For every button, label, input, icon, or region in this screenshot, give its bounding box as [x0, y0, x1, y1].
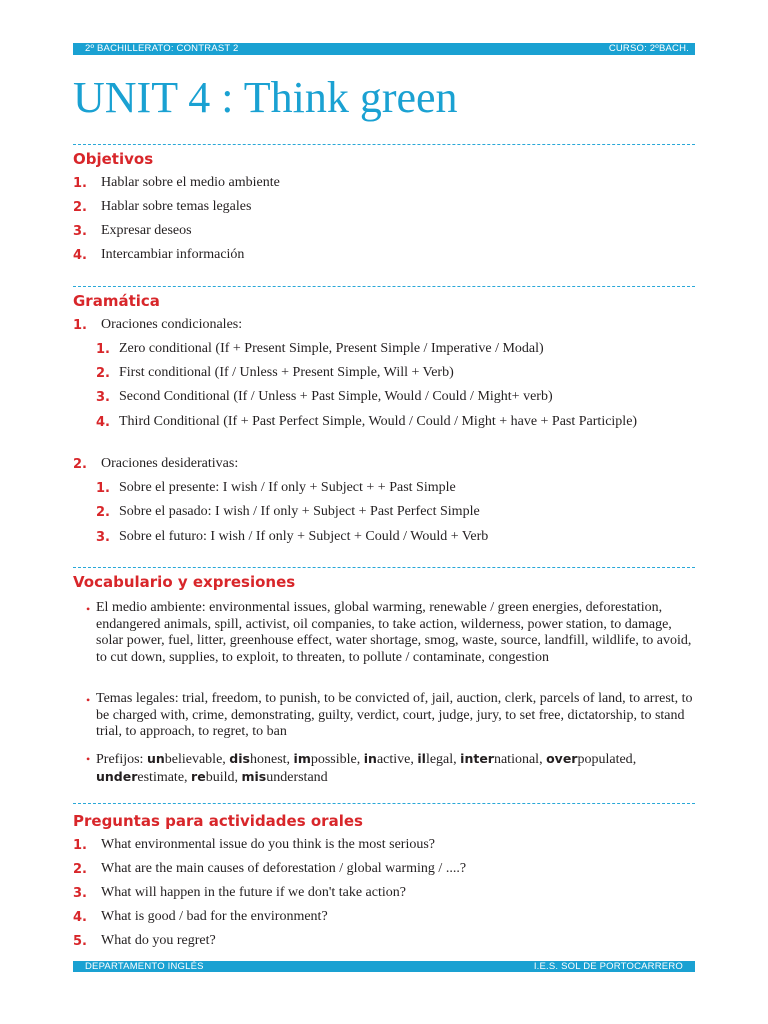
sublist-item: Zero conditional (If + Present Simple, Present Simple / Imperative / Modal) — [119, 341, 544, 356]
list-item: What environmental issue do you think is the most serious? — [101, 837, 436, 852]
list-number: 1. — [73, 176, 87, 191]
prefix-part: un — [146, 751, 165, 766]
prefix-word — [241, 770, 327, 785]
prefix-word — [191, 770, 234, 785]
section-divider — [73, 286, 695, 287]
list-number: 1. — [73, 318, 87, 333]
sublist-item: Second Conditional (If / Unless + Past Simple, Would / Could / Might+ verb) — [119, 389, 553, 404]
list-number: 2. — [73, 862, 87, 877]
word-remainder: understand — [266, 770, 328, 785]
sublist-item: Sobre el presente: I wish / If only + Subject + + Past Simple — [119, 480, 456, 495]
prefixes-label: Prefijos: — [96, 752, 147, 767]
objetivos-heading: Objetivos — [73, 150, 154, 168]
bullet-icon: • — [86, 693, 91, 707]
word-remainder: active — [376, 752, 411, 767]
word-remainder: build — [205, 770, 235, 785]
preguntas-heading: Preguntas para actividades orales — [73, 812, 363, 830]
prefix-word — [417, 752, 453, 767]
prefix-word — [460, 752, 539, 767]
sublist-item: Sobre el futuro: I wish / If only + Subject + Could / Would + Verb — [119, 529, 489, 544]
sublist-item: Sobre el pasado: I wish / If only + Subject + Past Perfect Simple — [119, 504, 480, 519]
prefix-word — [546, 752, 633, 767]
vocab-item-legal: Temas legales: trial, freedom, to punish, to be convicted of, jail, auction, clerk, parcels of land, to arrest, to be charged with, crime, demonstrating, guilty, verdict, court, judge, jury, to set free, dictatorship, to stand trial, to approach, to regret, to ban — [96, 691, 693, 739]
footer-school-label: I.E.S. SOL DE PORTOCARRERO — [533, 961, 683, 972]
list-item: Expresar deseos — [101, 223, 192, 238]
prefix-word — [294, 752, 357, 767]
list-number: 2. — [73, 200, 87, 215]
list-item: What will happen in the future if we don't take action? — [101, 885, 406, 900]
vocab-item-prefixes: Prefijos: unbelievable, dishonest, impossible, inactive, illegal, international, overpopulated, underestimate, rebuild, misunderstand — [96, 751, 637, 785]
vocabulario-heading: Vocabulario y expresiones — [73, 573, 296, 591]
list-item: Intercambiar información — [101, 247, 245, 262]
list-number: 2. — [73, 457, 87, 472]
prefix-part: under — [96, 769, 138, 784]
list-number: 1. — [73, 838, 87, 853]
prefix-part: mis — [241, 769, 267, 784]
prefix-word — [229, 752, 286, 767]
sublist-number: 3. — [96, 390, 110, 405]
word-remainder: estimate — [137, 770, 185, 785]
list-item: What are the main causes of deforestation / global warming / ....? — [101, 861, 467, 876]
header-level-label: CURSO: 2ºBACH. — [608, 43, 689, 54]
sublist-number: 3. — [96, 530, 110, 545]
prefix-part: in — [363, 751, 377, 766]
list-number: 4. — [73, 248, 87, 263]
list-item: Hablar sobre temas legales — [101, 199, 252, 214]
prefix-part: inter — [460, 751, 494, 766]
word-remainder: honest — [249, 752, 287, 767]
sublist-item: First conditional (If / Unless + Present Simple, Will + Verb) — [119, 365, 454, 380]
sublist-item: Third Conditional (If + Past Perfect Simple, Would / Could / Might + have + Past Participle) — [119, 414, 638, 429]
prefix-word — [96, 770, 184, 785]
prefix-word — [364, 752, 411, 767]
vocab-item-environment: El medio ambiente: environmental issues, global warming, renewable / green energies, deforestation, endangered animals, spill, activist, oil companies, to take action, wilderness, power station, to damage, solar power, fuel, litter, greenhouse effect, water shortage, smog, waste, source, landfill, wildlife, to avoid, to cut down, supplies, to exploit, to threaten, to pollute / contaminate, congestion — [96, 600, 692, 665]
prefix-word — [147, 752, 222, 767]
list-number: 3. — [73, 886, 87, 901]
prefix-part: il — [417, 751, 426, 766]
section-divider — [73, 803, 695, 804]
section-divider — [73, 567, 695, 568]
footer-bar — [73, 961, 695, 972]
word-remainder: believable — [164, 752, 223, 767]
word-remainder: national — [493, 752, 540, 767]
word-remainder: populated — [577, 752, 633, 767]
prefix-part: over — [546, 751, 578, 766]
sublist-number: 2. — [96, 505, 110, 520]
bullet-icon: • — [86, 752, 91, 766]
prefix-part: im — [293, 751, 311, 766]
list-item: What is good / bad for the environment? — [101, 909, 328, 924]
section-divider — [73, 144, 695, 145]
sublist-number: 1. — [96, 481, 110, 496]
page-title: UNIT 4 : Think green — [73, 73, 458, 122]
list-item: Oraciones condicionales: — [101, 317, 243, 332]
word-remainder: legal — [425, 752, 454, 767]
list-item: Oraciones desiderativas: — [101, 456, 239, 471]
list-number: 5. — [73, 934, 87, 949]
sublist-number: 1. — [96, 342, 110, 357]
footer-department-label: DEPARTAMENTO INGLÉS — [85, 961, 204, 972]
prefix-part: dis — [229, 751, 250, 766]
list-item: What do you regret? — [101, 933, 216, 948]
word-remainder: possible — [310, 752, 357, 767]
sublist-number: 4. — [96, 415, 110, 430]
list-number: 4. — [73, 910, 87, 925]
header-bar — [73, 43, 695, 55]
prefix-part: re — [191, 769, 206, 784]
list-number: 3. — [73, 224, 87, 239]
gramatica-heading: Gramática — [73, 292, 160, 310]
list-item: Hablar sobre el medio ambiente — [101, 175, 280, 190]
bullet-icon: • — [86, 602, 91, 616]
header-course-label: 2º BACHILLERATO: CONTRAST 2 — [85, 43, 239, 54]
sublist-number: 2. — [96, 366, 110, 381]
